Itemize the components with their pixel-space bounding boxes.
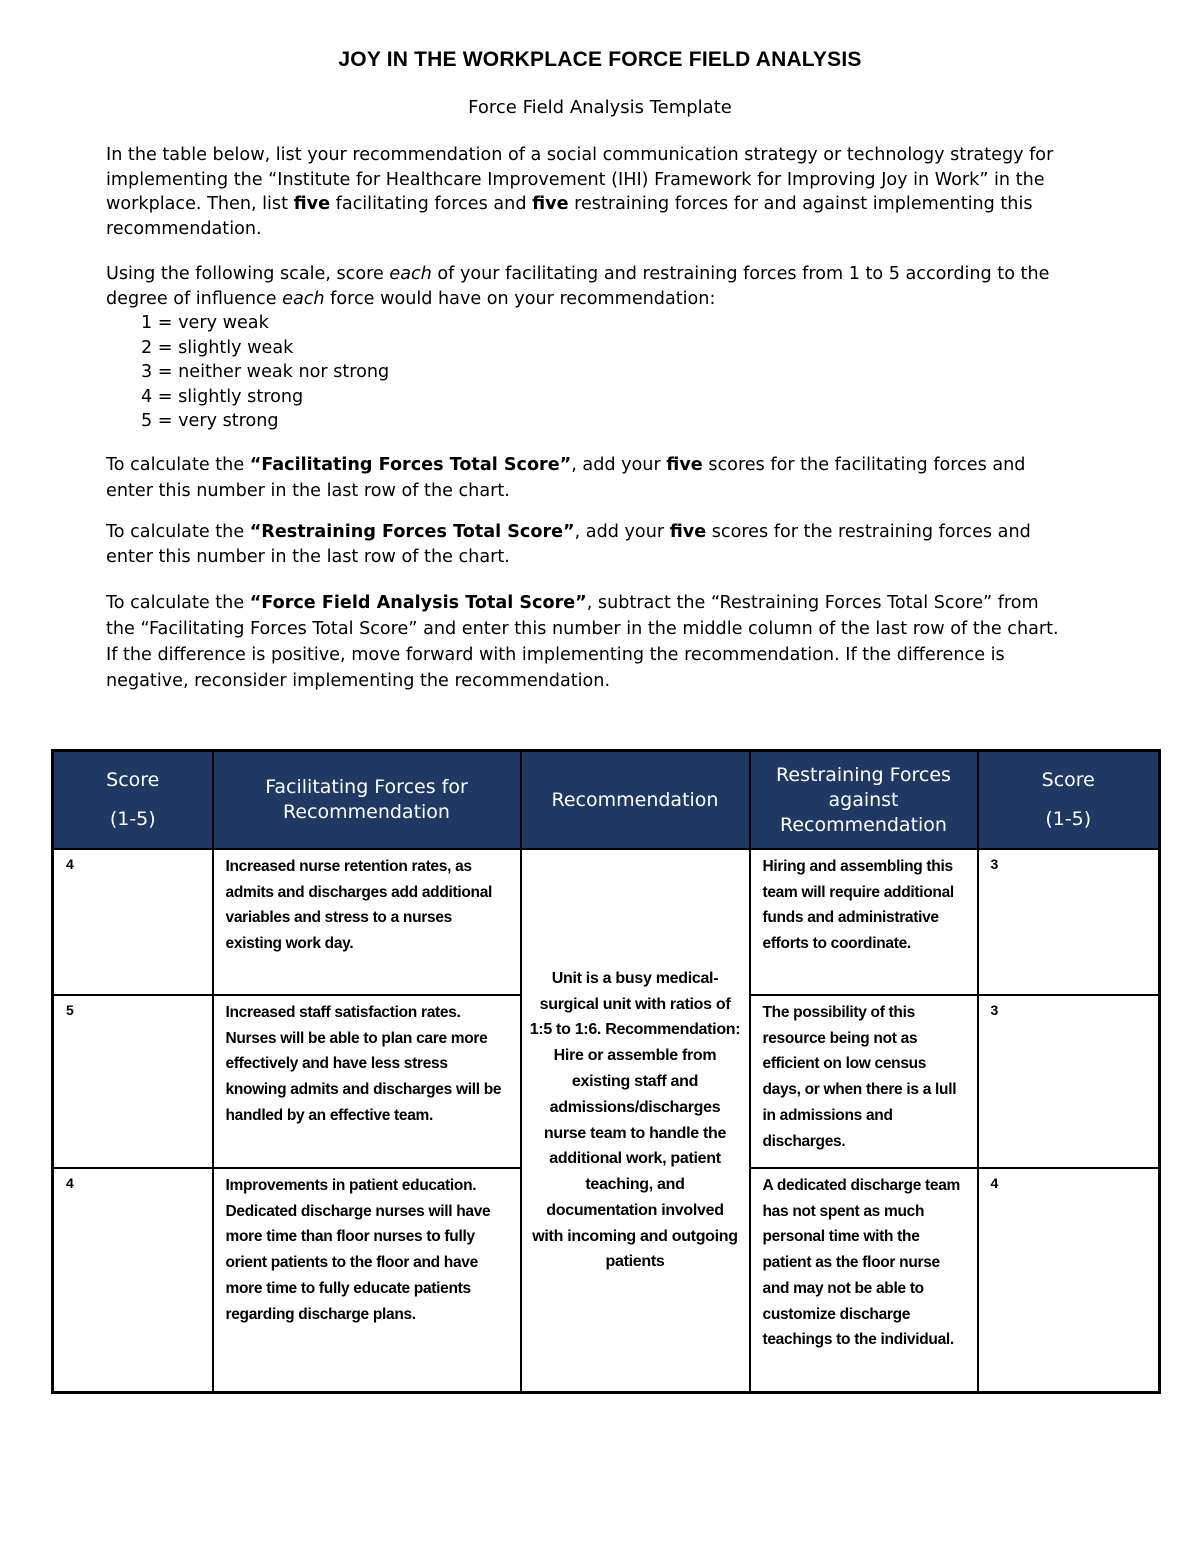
fac-text-2: , add your [571, 455, 667, 475]
ffa-total-instructions [106, 590, 1066, 694]
header-score-range: (1-5) [109, 808, 156, 830]
header-score-left [53, 751, 213, 850]
restraining-total-instructions [106, 520, 1066, 569]
scale-item: 1 = very weak [141, 313, 269, 333]
scale-section [106, 262, 1066, 434]
scale-intro-text-1: Using the following scale, score [106, 264, 390, 284]
document-subtitle: Force Field Analysis Template [468, 97, 732, 118]
recommendation-cell: Unit is a busy medical-surgical unit with ratios of 1:5 to 1:6. Recommendation: Hire or assemble from existing staff and admissions/discharges nurse team to handle the additional work, patient teaching, and documentation involved with incoming and outgoing patients [521, 849, 750, 1393]
scale-item: 3 = neither weak nor strong [141, 362, 390, 382]
ffa-text-2: , subtract the “Restraining Forces Total Score” from the “Facilitating Forces Total Score” and enter this number in the middle column of the last row of the chart. If the difference is positive, move forward with implementing the recommendation. If the difference is negative, reconsider implementing the recommendation. [106, 593, 1059, 691]
restraining-force-cell: Hiring and assembling this team will require additional funds and administrative efforts to coordinate. [750, 849, 978, 995]
header-score-range: (1-5) [1045, 808, 1092, 830]
facilitating-total-instructions [106, 452, 1066, 504]
res-text-2: , add your [574, 522, 670, 542]
res-text-3: scores for the restraining forces and enter this number in the last row of the chart. [106, 522, 1031, 567]
intro-text-3: restraining forces for and against implementing this recommendation. [106, 194, 1033, 239]
facilitating-score-cell: 4 [53, 849, 213, 995]
scale-intro-text-3: force would have on your recommendation: [324, 288, 716, 309]
table-row [53, 849, 1160, 995]
res-bold-2: five [669, 522, 707, 542]
facilitating-score-cell: 5 [53, 995, 213, 1168]
fac-text-1: To calculate the [106, 455, 250, 475]
fac-bold-2: five [666, 455, 703, 475]
intro-bold-2: five [532, 194, 569, 214]
intro-bold-1: five [293, 194, 331, 214]
facilitating-force-cell: Improvements in patient education. Dedicated discharge nurses will have more time than floor nurses to fully orient patients to the floor and have more time to fully educate patients regarding discharge plans. [213, 1168, 521, 1393]
scale-item: 4 = slightly strong [141, 386, 304, 407]
scale-list [106, 311, 1066, 434]
intro-text-1: In the table below, list your recommendation of a social communication strategy or technology strategy for implementing the “Institute for Healthcare Improvement (IHI) Framework for Improving Joy in Work” in the workplace. Then, list [106, 145, 1054, 214]
scale-intro-text-2: of your facilitating and restraining forces from 1 to 5 according to the degree of influence [106, 264, 1050, 309]
restraining-force-cell: A dedicated discharge team has not spent as much personal time with the patient as the floor nurse and may not be able to customize discharge teachings to the individual. [750, 1168, 978, 1393]
res-bold-1: “Restraining Forces Total Score” [249, 522, 575, 542]
fac-text-3: scores for the facilitating forces and enter this number in the last row of the chart. [106, 455, 1026, 501]
force-field-table [51, 749, 1161, 1394]
intro-text-2: facilitating forces and [330, 194, 533, 214]
table-header-row [53, 751, 1160, 850]
header-score-right [978, 751, 1160, 850]
restraining-score-cell: 3 [978, 849, 1160, 995]
header-facilitating: Facilitating Forces for Recommendation [213, 751, 521, 850]
scale-item: 2 = slightly weak [141, 337, 294, 358]
scale-item: 5 = very strong [141, 411, 279, 431]
restraining-score-cell: 3 [978, 995, 1160, 1168]
document-title: JOY IN THE WORKPLACE FORCE FIELD ANALYSIS [338, 48, 862, 71]
res-text-1: To calculate the [106, 522, 250, 542]
restraining-score-cell: 4 [978, 1168, 1160, 1393]
scale-intro-italic-2: each [282, 288, 325, 309]
fac-bold-1: “Facilitating Forces Total Score” [249, 455, 572, 475]
header-score-label: Score [1041, 769, 1095, 791]
intro-paragraph [106, 143, 1066, 241]
facilitating-score-cell: 4 [53, 1168, 213, 1393]
facilitating-force-cell: Increased nurse retention rates, as admits and discharges add additional variables and stress to a nurses existing work day. [213, 849, 521, 995]
ffa-text-1: To calculate the [106, 593, 250, 613]
facilitating-force-cell: Increased staff satisfaction rates. Nurses will be able to plan care more effectively and have less stress knowing admits and discharges will be handled by an effective team. [213, 995, 521, 1168]
header-recommendation: Recommendation [521, 751, 750, 850]
header-restraining: Restraining Forces against Recommendation [750, 751, 978, 850]
header-score-label: Score [106, 769, 160, 791]
scale-intro-italic-1: each [389, 264, 432, 284]
restraining-force-cell: The possibility of this resource being not as efficient on low census days, or when there is a lull in admissions and discharges. [750, 995, 978, 1168]
ffa-bold-1: “Force Field Analysis Total Score” [249, 593, 587, 613]
